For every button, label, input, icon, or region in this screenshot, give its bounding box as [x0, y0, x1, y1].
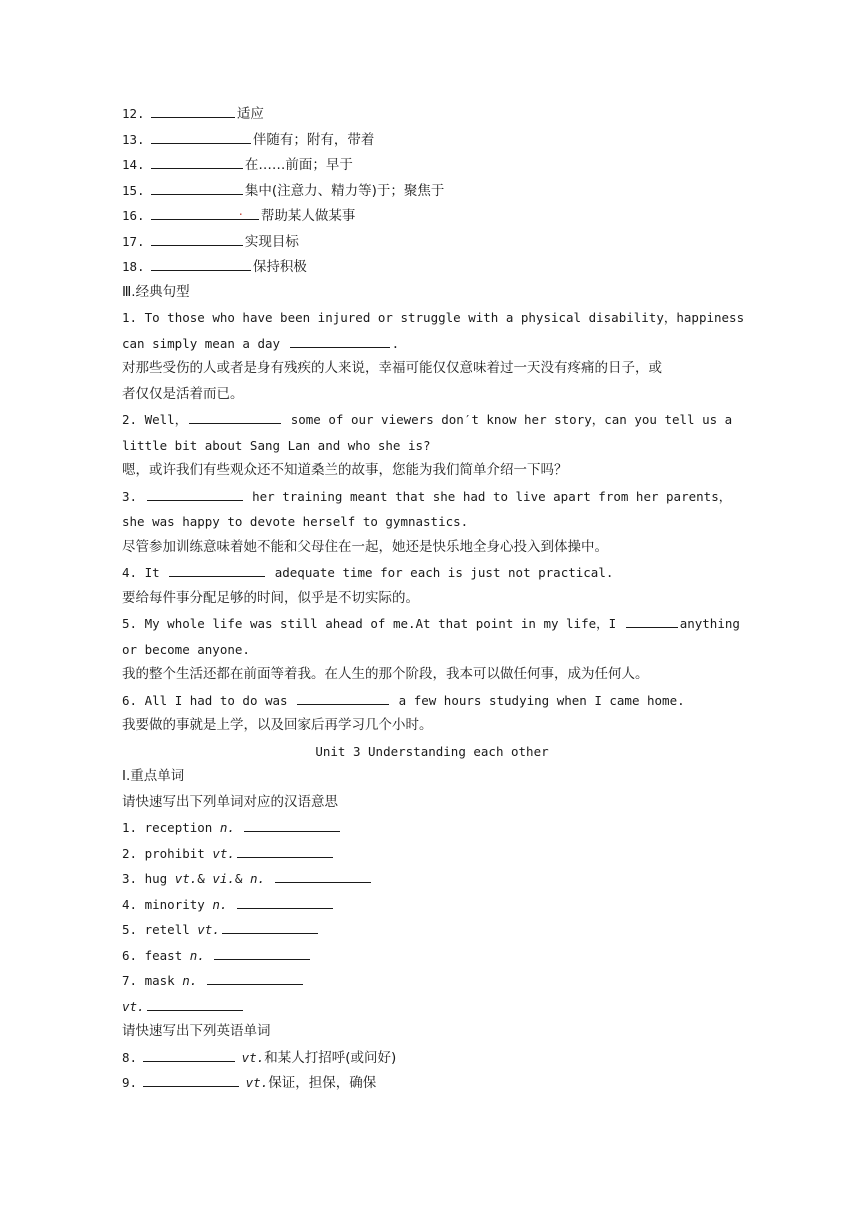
vocab-word: mask — [144, 973, 175, 988]
answer-blank[interactable] — [207, 970, 303, 985]
answer-blank[interactable] — [143, 1047, 235, 1062]
item-number: 6. — [122, 947, 138, 963]
phrase-meaning: 帮助某人做某事 — [260, 208, 356, 224]
answer-blank[interactable] — [626, 613, 678, 628]
vocab-word: feast — [144, 947, 183, 963]
item-number: 9. — [122, 1075, 138, 1090]
sentence-en — [122, 305, 745, 331]
answer-blank[interactable] — [237, 894, 333, 909]
answer-blank[interactable] — [297, 690, 389, 705]
item-number: 7. — [122, 973, 138, 988]
sentence-en: little bit about Sang Lan and who she is? — [122, 437, 431, 453]
item-number: 1. — [122, 820, 138, 835]
item-number: 5. — [122, 616, 138, 631]
sentence-en — [122, 407, 742, 433]
item-number: 3. — [122, 871, 138, 886]
part-of-speech: n. — [212, 896, 228, 912]
word-item — [122, 1070, 742, 1096]
phrase-item — [122, 229, 742, 255]
item-number: 13. — [122, 131, 145, 147]
phrase-item — [122, 254, 742, 280]
answer-blank[interactable] — [275, 868, 371, 883]
sentence-zh: 对那些受伤的人或者是身有残疾的人来说，幸福可能仅仅意味着过一天没有疼痛的日子，或 — [122, 360, 662, 376]
word-item — [122, 917, 742, 943]
answer-blank[interactable] — [244, 817, 340, 832]
answer-blank[interactable] — [151, 205, 259, 220]
part-of-speech: n. — [189, 947, 205, 963]
word-item — [122, 866, 742, 892]
part-of-speech: n. — [249, 871, 266, 886]
answer-blank[interactable] — [151, 103, 235, 118]
vocab-word: prohibit — [144, 845, 205, 861]
item-number: 2. — [122, 845, 138, 861]
vocab-word: minority — [144, 896, 205, 912]
item-number: 2. — [122, 412, 138, 427]
ampersand: & — [197, 871, 205, 886]
part-of-speech: vt. — [241, 1049, 265, 1065]
word-item — [122, 892, 742, 918]
sentence-en: she was happy to devote herself to gymnastics. — [122, 514, 469, 529]
phrase-meaning: 实现目标 — [244, 233, 299, 250]
item-number: 4. — [122, 896, 138, 912]
vocab-word: hug — [144, 871, 168, 886]
item-number: 16. — [122, 208, 145, 223]
sentence-zh: 我要做的事就是上学，以及回家后再学习几个小时。 — [122, 717, 433, 733]
part-of-speech: vt. — [245, 1075, 269, 1090]
phrase-meaning: 集中(注意力、精力等)于；聚焦于 — [244, 182, 445, 199]
word-item — [122, 841, 742, 867]
answer-blank[interactable] — [169, 562, 265, 577]
sentence-text: . — [391, 335, 400, 351]
answer-blank[interactable] — [237, 843, 333, 858]
item-number: 12. — [122, 106, 145, 121]
word-item — [122, 994, 742, 1020]
answer-blank[interactable] — [147, 486, 243, 501]
sentence-zh: 者仅仅是活着而已。 — [122, 385, 244, 402]
sentence-text: My whole life was still ahead of me.At that point in my life，I — [144, 616, 617, 631]
sentence-text: can simply mean a day — [122, 335, 281, 351]
sentence-en — [122, 331, 742, 357]
part-of-speech: vi. — [212, 871, 235, 886]
answer-blank[interactable] — [143, 1072, 239, 1087]
word-item — [122, 815, 742, 841]
item-number: 4. — [122, 565, 138, 580]
red-mark: . — [238, 204, 243, 218]
item-number: 15. — [122, 182, 145, 198]
item-number: 17. — [122, 233, 145, 249]
answer-blank[interactable] — [151, 256, 251, 271]
phrase-meaning: 保持积极 — [252, 259, 307, 275]
item-number: 6. — [122, 692, 138, 708]
item-number: 5. — [122, 922, 138, 937]
part-of-speech: vt. — [212, 845, 235, 861]
part-of-speech: vt. — [197, 922, 220, 937]
sentence-text: some of our viewers don′t know her story，can you tell us a — [290, 412, 733, 427]
answer-blank[interactable] — [147, 996, 243, 1011]
word-item — [122, 968, 742, 994]
item-number: 1. — [122, 310, 138, 325]
word-item — [122, 1045, 742, 1071]
item-number: 14. — [122, 157, 145, 172]
answer-blank[interactable] — [290, 333, 390, 348]
ampersand: & — [234, 871, 243, 886]
part-of-speech: vt. — [122, 998, 145, 1014]
item-number: 3. — [122, 488, 138, 504]
word-meaning: 和某人打招呼(或问好) — [264, 1049, 397, 1066]
item-number: 8. — [122, 1049, 138, 1065]
sentence-text: It — [144, 565, 160, 580]
answer-blank[interactable] — [151, 180, 243, 195]
worksheet-page — [122, 101, 745, 1096]
phrase-item — [122, 203, 742, 229]
sentence-en — [122, 560, 742, 586]
sentence-text: Well， — [144, 412, 188, 427]
phrase-item — [122, 178, 742, 204]
sentence-zh: 嗯，或许我们有些观众还不知道桑兰的故事，您能为我们简单介绍一下吗？ — [122, 462, 568, 478]
part-of-speech: n. — [219, 820, 235, 835]
sentence-en — [122, 611, 742, 637]
phrase-meaning: 适应 — [236, 106, 264, 122]
answer-blank[interactable] — [189, 409, 281, 424]
instruction-text: 请快速写出下列英语单词 — [122, 1023, 271, 1039]
unit-title: Unit 3 Understanding each other — [315, 743, 549, 759]
sentence-text: All I had to do was — [144, 692, 288, 708]
instruction-text: 请快速写出下列单词对应的汉语意思 — [122, 793, 338, 810]
section-heading: Ⅲ.经典句型 — [122, 283, 190, 300]
sentence-text: a few hours studying when I came home. — [398, 692, 685, 708]
sentence-zh: 我的整个生活还都在前面等着我。在人生的那个阶段，我本可以做任何事，成为任何人。 — [122, 666, 649, 682]
phrase-meaning: 在……前面；早于 — [244, 157, 353, 173]
sentence-en — [122, 688, 742, 714]
sentence-en: or become anyone. — [122, 641, 250, 657]
part-of-speech: n. — [182, 973, 198, 988]
section-heading: Ⅰ.重点单词 — [122, 768, 185, 784]
word-meaning: 保证，担保，确保 — [268, 1075, 377, 1091]
answer-blank[interactable] — [151, 129, 251, 144]
vocab-word: reception — [144, 820, 213, 835]
sentence-text: her training meant that she had to live apart from her parents， — [252, 488, 732, 504]
answer-blank[interactable] — [214, 945, 310, 960]
item-number: 18. — [122, 259, 145, 274]
phrase-item — [122, 152, 742, 178]
answer-blank[interactable] — [222, 919, 318, 934]
sentence-zh: 尽管参加训练意味着她不能和父母住在一起，她还是快乐地全身心投入到体操中。 — [122, 538, 608, 555]
phrase-meaning: 伴随有；附有，带着 — [252, 131, 375, 148]
vocab-word: retell — [144, 922, 190, 937]
sentence-zh: 要给每件事分配足够的时间，似乎是不切实际的。 — [122, 589, 419, 606]
sentence-text: adequate time for each is just not practical. — [274, 565, 614, 580]
sentence-text: To those who have been injured or struggle with a physical disability，happiness — [144, 310, 745, 325]
part-of-speech: vt. — [174, 871, 198, 886]
word-item — [122, 943, 742, 969]
sentence-en — [122, 484, 742, 510]
answer-blank[interactable] — [151, 231, 243, 246]
answer-blank[interactable] — [151, 154, 243, 169]
sentence-text: anything — [679, 616, 740, 631]
phrase-item — [122, 127, 742, 153]
phrase-item — [122, 101, 742, 127]
